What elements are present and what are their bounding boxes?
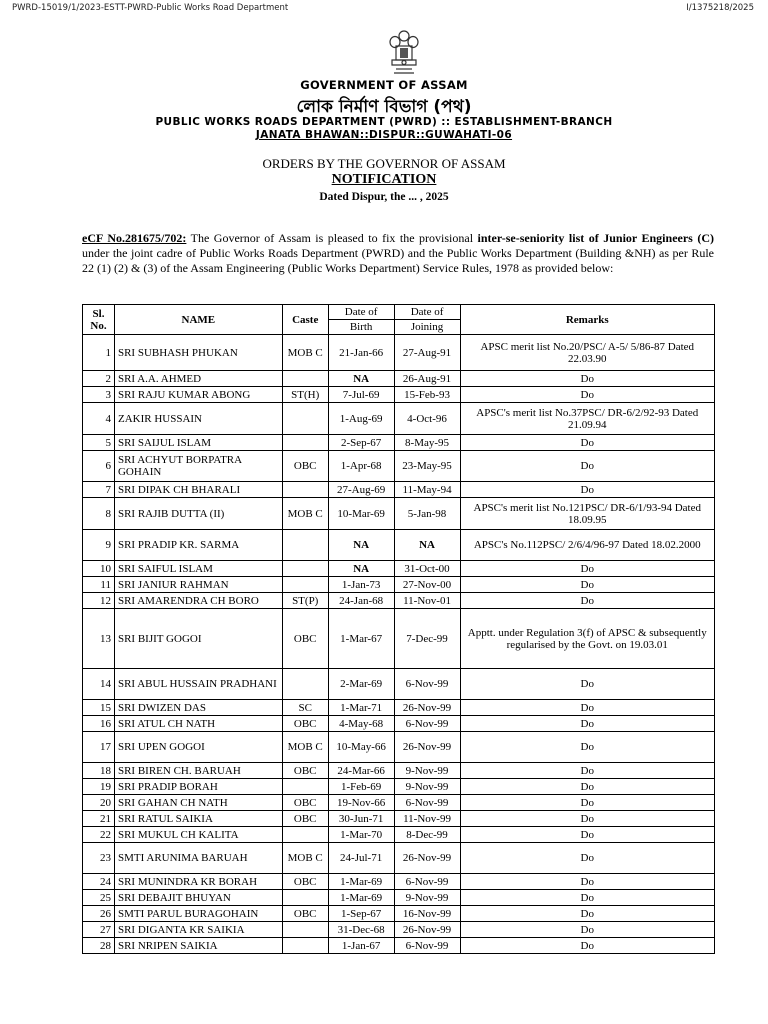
remarks-cell: Do [460, 763, 715, 779]
remarks-cell: Do [460, 811, 715, 827]
doj-cell: NA [394, 530, 460, 561]
ecf-reference: eCF No.281675/702: [82, 231, 187, 245]
remarks-cell: APSC's merit list No.37PSC/ DR-6/2/92-93 Dated 21.09.94 [460, 403, 715, 435]
sl-cell: 28 [83, 938, 115, 954]
sl-cell: 6 [83, 451, 115, 482]
sl-cell: 12 [83, 593, 115, 609]
caste-cell: OBC [282, 795, 328, 811]
file-reference: PWRD-15019/1/2023-ESTT-PWRD-Public Works Road Department [12, 3, 289, 13]
name-cell: SRI SAIJUL ISLAM [114, 435, 282, 451]
caste-cell: MOB C [282, 843, 328, 874]
dob-cell: 21-Jan-66 [328, 335, 394, 371]
table-row [83, 498, 715, 530]
sl-cell: 17 [83, 732, 115, 763]
address-text: JANATA BHAWAN::DISPUR::GUWAHATI-06 [255, 129, 513, 141]
name-cell: SRI DIPAK CH BHARALI [114, 482, 282, 498]
caste-cell [282, 371, 328, 387]
document-number: I/1375218/2025 [686, 3, 754, 13]
caste-cell: ST(P) [282, 593, 328, 609]
table-row [83, 716, 715, 732]
dob-cell: 2-Mar-69 [328, 669, 394, 700]
body-text-2: under the joint cadre of Public Works Roads Department (PWRD) and the Public Works Department (Building &NH) as per Rule 22 (1) (2) & (3) of the Assam Engineering (Public Works Department) Service Rules, 1978 as provided below: [82, 246, 714, 275]
name-cell: SRI A.A. AHMED [114, 371, 282, 387]
sl-cell: 24 [83, 874, 115, 890]
table-row [83, 874, 715, 890]
caste-cell [282, 530, 328, 561]
sl-cell: 9 [83, 530, 115, 561]
dob-cell: 24-Jul-71 [328, 843, 394, 874]
caste-cell [282, 435, 328, 451]
table-row [83, 890, 715, 906]
dob-cell: 1-Sep-67 [328, 906, 394, 922]
remarks-cell: Do [460, 874, 715, 890]
name-cell: SRI SAIFUL ISLAM [114, 561, 282, 577]
doj-cell: 9-Nov-99 [394, 890, 460, 906]
table-row [83, 403, 715, 435]
orders-line: ORDERS BY THE GOVERNOR OF ASSAM [262, 156, 506, 171]
doj-cell: 26-Aug-91 [394, 371, 460, 387]
caste-cell: OBC [282, 716, 328, 732]
doj-cell: 8-Dec-99 [394, 827, 460, 843]
caste-cell: MOB C [282, 732, 328, 763]
sl-cell: 2 [83, 371, 115, 387]
remarks-cell: Do [460, 561, 715, 577]
dob-cell: 24-Jan-68 [328, 593, 394, 609]
remarks-cell: Do [460, 779, 715, 795]
department-bengali-title: লোক নির্মাণ বিভাগ (পথ) [296, 97, 472, 117]
sl-cell: 5 [83, 435, 115, 451]
dob-cell: 31-Dec-68 [328, 922, 394, 938]
sl-cell: 26 [83, 906, 115, 922]
doj-cell: 6-Nov-99 [394, 669, 460, 700]
name-cell: SRI PRADIP KR. SARMA [114, 530, 282, 561]
table-row [83, 335, 715, 371]
remarks-cell: Do [460, 938, 715, 954]
header-name [114, 305, 282, 335]
sl-cell: 23 [83, 843, 115, 874]
header-name-text: NAME [181, 313, 216, 326]
sl-cell: 14 [83, 669, 115, 700]
notification-heading [0, 172, 768, 188]
remarks-cell: Do [460, 593, 715, 609]
name-cell: ZAKIR HUSSAIN [114, 403, 282, 435]
seniority-rows [83, 335, 715, 954]
remarks-cell: Do [460, 843, 715, 874]
sl-cell: 13 [83, 609, 115, 669]
sl-cell: 21 [83, 811, 115, 827]
caste-cell: SC [282, 700, 328, 716]
department-name: PUBLIC WORKS ROADS DEPARTMENT (PWRD) :: ESTABLISHMENT-BRANCH [155, 116, 613, 128]
seniority-table [82, 304, 715, 954]
table-row [83, 387, 715, 403]
dob-cell: 1-Mar-71 [328, 700, 394, 716]
caste-cell: OBC [282, 763, 328, 779]
doj-cell: 9-Nov-99 [394, 763, 460, 779]
caste-cell: ST(H) [282, 387, 328, 403]
doj-cell: 27-Nov-00 [394, 577, 460, 593]
name-cell: SRI DIGANTA KR SAIKIA [114, 922, 282, 938]
dated-line: Dated Dispur, the ... , 2025 [319, 191, 449, 203]
table-row [83, 561, 715, 577]
table-row [83, 732, 715, 763]
caste-cell [282, 922, 328, 938]
sl-cell: 18 [83, 763, 115, 779]
table-row [83, 811, 715, 827]
table-row [83, 906, 715, 922]
remarks-cell: Do [460, 577, 715, 593]
dob-cell: 24-Mar-66 [328, 763, 394, 779]
dob-cell: NA [328, 371, 394, 387]
remarks-cell: Do [460, 732, 715, 763]
doj-cell: 15-Feb-93 [394, 387, 460, 403]
doj-cell: 6-Nov-99 [394, 716, 460, 732]
sl-cell: 25 [83, 890, 115, 906]
header-sl-1: Sl. [92, 307, 105, 320]
header-remarks [460, 305, 715, 335]
caste-cell [282, 482, 328, 498]
dob-cell: 7-Jul-69 [328, 387, 394, 403]
table-row [83, 593, 715, 609]
dob-cell: NA [328, 561, 394, 577]
remarks-cell: Do [460, 700, 715, 716]
sl-cell: 8 [83, 498, 115, 530]
doj-cell: 23-May-95 [394, 451, 460, 482]
doj-cell: 6-Nov-99 [394, 795, 460, 811]
remarks-cell: Do [460, 890, 715, 906]
remarks-cell: APSC's merit list No.121PSC/ DR-6/1/93-94 Dated 18.09.95 [460, 498, 715, 530]
department-address [0, 129, 768, 141]
caste-cell [282, 938, 328, 954]
state-emblem-icon [382, 28, 426, 78]
table-row [83, 577, 715, 593]
dob-cell: 10-May-66 [328, 732, 394, 763]
dob-cell: 10-Mar-69 [328, 498, 394, 530]
table-row [83, 700, 715, 716]
doj-cell: 27-Aug-91 [394, 335, 460, 371]
dob-cell: 27-Aug-69 [328, 482, 394, 498]
doj-cell: 6-Nov-99 [394, 874, 460, 890]
dob-cell: 1-Mar-70 [328, 827, 394, 843]
sl-cell: 4 [83, 403, 115, 435]
table-row [83, 922, 715, 938]
table-row [83, 530, 715, 561]
dob-cell: 1-Jan-73 [328, 577, 394, 593]
caste-cell [282, 890, 328, 906]
caste-cell: MOB C [282, 498, 328, 530]
sl-cell: 16 [83, 716, 115, 732]
remarks-cell: APSC merit list No.20/PSC/ A-5/ 5/86-87 Dated 22.03.90 [460, 335, 715, 371]
doj-cell: 11-Nov-01 [394, 593, 460, 609]
header-caste [282, 305, 328, 335]
dob-cell: 30-Jun-71 [328, 811, 394, 827]
body-bold-phrase: inter-se-seniority list of Junior Engineers (C) [477, 231, 714, 245]
header-sl-2: No. [90, 319, 107, 332]
remarks-cell: Do [460, 451, 715, 482]
remarks-cell: Do [460, 482, 715, 498]
name-cell: SRI RAJIB DUTTA (II) [114, 498, 282, 530]
sl-cell: 15 [83, 700, 115, 716]
caste-cell: MOB C [282, 335, 328, 371]
caste-cell: OBC [282, 451, 328, 482]
table-row [83, 779, 715, 795]
caste-cell: OBC [282, 609, 328, 669]
name-cell: SMTI ARUNIMA BARUAH [114, 843, 282, 874]
doj-cell: 7-Dec-99 [394, 609, 460, 669]
sl-cell: 10 [83, 561, 115, 577]
table-row [83, 609, 715, 669]
dob-cell: 1-Mar-69 [328, 890, 394, 906]
doj-cell: 26-Nov-99 [394, 843, 460, 874]
doj-cell: 26-Nov-99 [394, 732, 460, 763]
government-title: GOVERNMENT OF ASSAM [300, 78, 468, 92]
name-cell: SRI RAJU KUMAR ABONG [114, 387, 282, 403]
doj-cell: 31-Oct-00 [394, 561, 460, 577]
header-sl [83, 305, 115, 335]
dob-cell: 19-Nov-66 [328, 795, 394, 811]
doj-cell: 16-Nov-99 [394, 906, 460, 922]
dob-cell: 1-Feb-69 [328, 779, 394, 795]
remarks-cell: Do [460, 795, 715, 811]
doj-cell: 26-Nov-99 [394, 700, 460, 716]
sl-cell: 19 [83, 779, 115, 795]
table-row [83, 482, 715, 498]
remarks-cell: Do [460, 716, 715, 732]
table-row [83, 435, 715, 451]
doj-cell: 26-Nov-99 [394, 922, 460, 938]
name-cell: SRI JANIUR RAHMAN [114, 577, 282, 593]
name-cell: SRI PRADIP BORAH [114, 779, 282, 795]
header-dob-2: Birth [328, 320, 394, 335]
remarks-cell: APSC's No.112PSC/ 2/6/4/96-97 Dated 18.02.2000 [460, 530, 715, 561]
dob-cell: 2-Sep-67 [328, 435, 394, 451]
sl-cell: 1 [83, 335, 115, 371]
doj-cell: 5-Jan-98 [394, 498, 460, 530]
name-cell: SRI MUKUL CH KALITA [114, 827, 282, 843]
remarks-cell: Do [460, 435, 715, 451]
notification-body [82, 231, 714, 276]
remarks-cell: Do [460, 827, 715, 843]
caste-cell [282, 779, 328, 795]
caste-cell: OBC [282, 874, 328, 890]
sl-cell: 27 [83, 922, 115, 938]
header-remarks-text: Remarks [565, 313, 609, 326]
remarks-cell: Do [460, 371, 715, 387]
dob-cell: NA [328, 530, 394, 561]
sl-cell: 3 [83, 387, 115, 403]
doj-cell: 6-Nov-99 [394, 938, 460, 954]
name-cell: SRI SUBHASH PHUKAN [114, 335, 282, 371]
doj-cell: 11-Nov-99 [394, 811, 460, 827]
name-cell: SRI ATUL CH NATH [114, 716, 282, 732]
remarks-cell: Do [460, 387, 715, 403]
table-row [83, 371, 715, 387]
name-cell: SMTI PARUL BURAGOHAIN [114, 906, 282, 922]
doj-cell: 4-Oct-96 [394, 403, 460, 435]
dob-cell: 1-Mar-69 [328, 874, 394, 890]
dob-cell: 1-Jan-67 [328, 938, 394, 954]
name-cell: SRI BIJIT GOGOI [114, 609, 282, 669]
remarks-cell: Apptt. under Regulation 3(f) of APSC & subsequently regularised by the Govt. on 19.03.01 [460, 609, 715, 669]
dob-cell: 1-Apr-68 [328, 451, 394, 482]
header-doj-2: Joining [394, 320, 460, 335]
table-row [83, 795, 715, 811]
sl-cell: 22 [83, 827, 115, 843]
doj-cell: 8-May-95 [394, 435, 460, 451]
caste-cell [282, 403, 328, 435]
table-row [83, 669, 715, 700]
dob-cell: 1-Mar-67 [328, 609, 394, 669]
name-cell: SRI RATUL SAIKIA [114, 811, 282, 827]
table-row [83, 938, 715, 954]
caste-cell: OBC [282, 811, 328, 827]
dob-cell: 4-May-68 [328, 716, 394, 732]
caste-cell: OBC [282, 906, 328, 922]
notification-title: NOTIFICATION [331, 172, 437, 187]
dob-cell: 1-Aug-69 [328, 403, 394, 435]
table-row [83, 451, 715, 482]
doj-cell: 9-Nov-99 [394, 779, 460, 795]
name-cell: SRI GAHAN CH NATH [114, 795, 282, 811]
sl-cell: 11 [83, 577, 115, 593]
name-cell: SRI DEBAJIT BHUYAN [114, 890, 282, 906]
header-doj-1: Date of [394, 305, 460, 320]
caste-cell [282, 669, 328, 700]
body-text-1: The Governor of Assam is pleased to fix the provisional [186, 231, 478, 245]
name-cell: SRI MUNINDRA KR BORAH [114, 874, 282, 890]
remarks-cell: Do [460, 906, 715, 922]
caste-cell [282, 827, 328, 843]
remarks-cell: Do [460, 922, 715, 938]
header-caste-text: Caste [292, 313, 319, 326]
remarks-cell: Do [460, 669, 715, 700]
name-cell: SRI AMARENDRA CH BORO [114, 593, 282, 609]
name-cell: SRI UPEN GOGOI [114, 732, 282, 763]
name-cell: SRI ABUL HUSSAIN PRADHANI [114, 669, 282, 700]
table-row [83, 827, 715, 843]
name-cell: SRI NRIPEN SAIKIA [114, 938, 282, 954]
caste-cell [282, 577, 328, 593]
caste-cell [282, 561, 328, 577]
name-cell: SRI ACHYUT BORPATRA GOHAIN [114, 451, 282, 482]
name-cell: SRI DWIZEN DAS [114, 700, 282, 716]
header-dob-1: Date of [328, 305, 394, 320]
name-cell: SRI BIREN CH. BARUAH [114, 763, 282, 779]
sl-cell: 7 [83, 482, 115, 498]
table-row [83, 843, 715, 874]
doj-cell: 11-May-94 [394, 482, 460, 498]
sl-cell: 20 [83, 795, 115, 811]
table-row [83, 763, 715, 779]
